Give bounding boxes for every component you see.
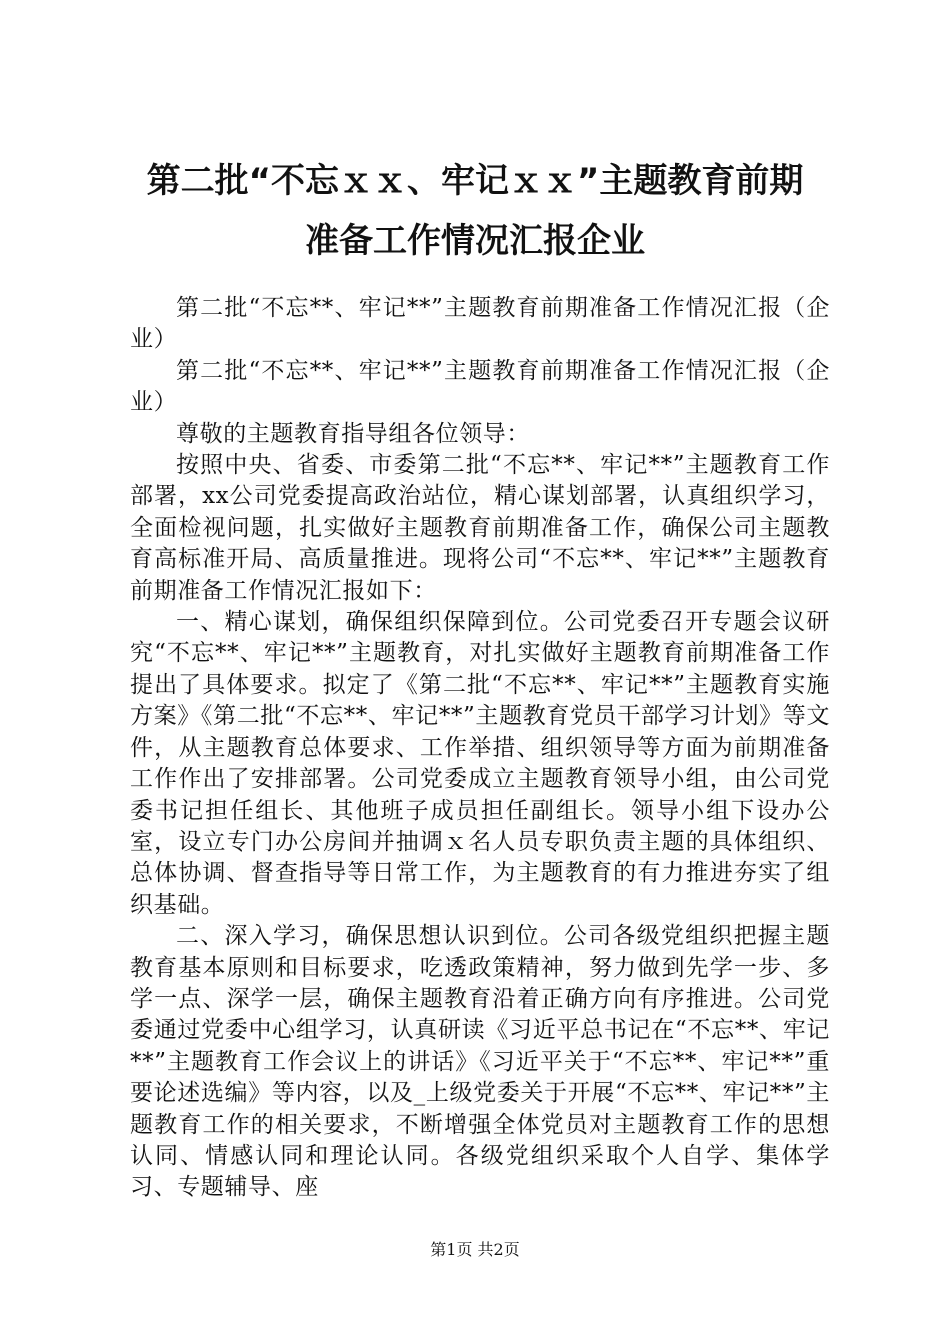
paragraph-intro: 按照中央、省委、市委第二批“不忘**、牢记**”主题教育工作部署，xx公司党委提高政治站位，精心谋划部署，认真组织学习，全面检视问题，扎实做好主题教育前期准备工作，确保公司主题教育高标准开局、高质量推进。现将公司“不忘**、牢记**”主题教育前期准备工作情况汇报如下：	[130, 452, 830, 604]
document-body	[130, 293, 830, 1204]
paragraph-section-1: 一、精心谋划，确保组织保障到位。公司党委召开专题会议研究“不忘**、牢记**”主题教育，对扎实做好主题教育前期准备工作提出了具体要求。拟定了《第二批“不忘**、牢记**”主题教育实施方案》《第二批“不忘**、牢记**”主题教育党员干部学习计划》等文件，从主题教育总体要求、工作举措、组织领导等方面为前期准备工作作出了安排部署。公司党委成立主题教育领导小组，由公司党委书记担任组长、其他班子成员担任副组长。领导小组下设办公室，设立专门办公房间并抽调ｘ名人员专职负责主题的具体组织、总体协调、督查指导等日常工作，为主题教育的有力推进夯实了组织基础。	[130, 609, 830, 918]
paragraph-section-2: 二、深入学习，确保思想认识到位。公司各级党组织把握主题教育基本原则和目标要求，吃透政策精神，努力做到先学一步、多学一点、深学一层，确保主题教育沿着正确方向有序推进。公司党委通过党委中心组学习，认真研读《习近平总书记在“不忘**、牢记**”主题教育工作会议上的讲话》《习近平关于“不忘**、牢记**”重要论述选编》等内容，以及_上级党委关于开展“不忘**、牢记**”主题教育工作的相关要求，不断增强全体党员对主题教育工作的思想认同、情感认同和理论认同。各级党组织采取个人自学、集体学习、专题辅导、座	[130, 923, 830, 1201]
paragraph-salutation: 尊敬的主题教育指导组各位领导：	[176, 420, 530, 447]
document-title-line-2: 准备工作情况汇报企业	[305, 221, 645, 261]
paragraph-subtitle-1: 第二批“不忘**、牢记**”主题教育前期准备工作情况汇报（企业）	[130, 295, 830, 353]
page-number-footer: 第1页 共2页	[430, 1240, 520, 1259]
document-title-line-1: 第二批“不忘ｘｘ、牢记ｘｘ”主题教育前期	[146, 161, 804, 201]
paragraph-subtitle-2: 第二批“不忘**、牢记**”主题教育前期准备工作情况汇报（企业）	[130, 357, 830, 416]
